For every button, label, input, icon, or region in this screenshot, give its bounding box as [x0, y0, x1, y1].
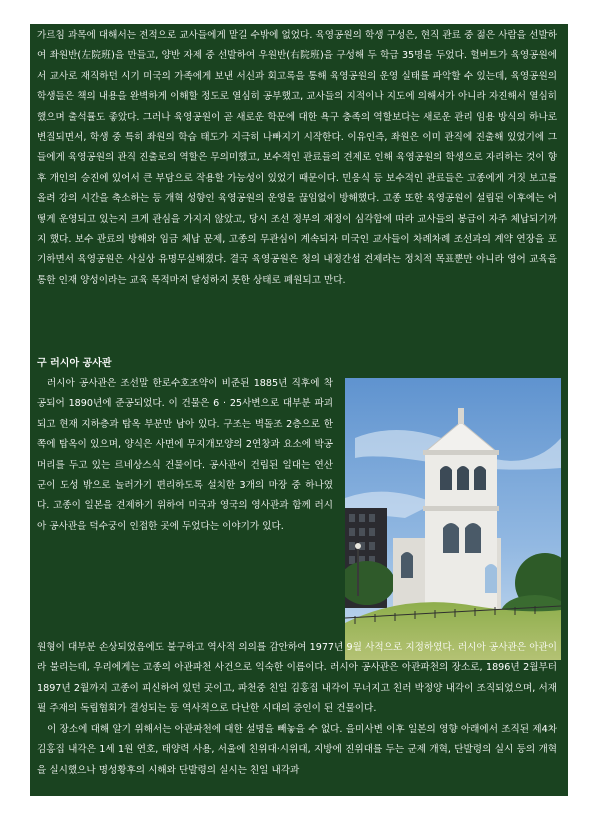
page-frame	[30, 24, 568, 796]
arched-window	[474, 466, 486, 490]
paragraph-3: 원형이 대부분 손상되었음에도 불구하고 역사적 의의를 감안하여 1977년 9월 사적으로 지정하였다. 러시아 공사관은 아관이라 불리는데, 우리에게는 고종의 아관파천 사건으로 익숙한 이름이다. 러시아 공사관은 아관파천의 장소로, 1896년 2월부터 1897년 2월까지 고종이 피신하여 있던 곳이고, 파천중 친일 김홍집 내각이 무너지고 친러 박정양 내각이 조직되었으며, 서재필 주재의 독립협회가 결성되는 등 역사적으로 다난한 시대의 증인이 된 건물이다.	[37, 642, 557, 715]
paragraph-4: 이 장소에 대해 알기 위해서는 아관파천에 대한 설명을 빼놓을 수 없다. 을미사변 이후 일본의 영향 아래에서 조직된 제4차 김홍집 내각은 1세 1원 연호, 태양력 사용, 서울에 친위대·시위대, 지방에 진위대를 두는 군제 개혁, 단발령의 실시 등의 개혁을 실시했으나 명성황후의 시해와 단발령의 실시는 친일 내각과	[37, 724, 557, 776]
tower-spire	[458, 408, 464, 424]
paragraph-2: 러시아 공사관은 조선말 한로수호조약이 비준된 1885년 직후에 착공되어 1890년에 준공되었다. 이 건물은 6 · 25사변으로 대부분 파괴되고 현재 지하층과 탑옥 부분만 남아 있다. 구조는 벽돌조 2층으로 한쪽에 탑옥이 있으며, 양식은 사면에 무지개모양의 2연창과 요소에 박공머리를 두고 있는 르네상스식 건물이다. 공사관이 건립된 일대는 연산군이 도성 밖으로 놀러가기 편리하도록 설치한 3개의 마장 중 하나였다. 고종이 일본을 견제하기 위하여 미국과 영국의 영사관과 함께 러시아 공사관을 덕수궁이 인접한 곳에 두었다는 이야기가 있다.	[37, 378, 333, 532]
arched-window	[457, 466, 469, 490]
building-illustration	[345, 378, 561, 660]
arched-window	[401, 552, 413, 578]
paragraph-1: 가르침 과목에 대해서는 전적으로 교사들에게 맡길 수밖에 없었다. 육영공원의 학생 구성은, 현직 관료 중 젊은 사람을 선발하여 좌원반(左院班)을 만들고, 양반 자제 중 선발하여 우원반(右院班)을 구성해 두 학급 35명을 두었다. 헐버트가 육영공원에서 교사로 재직하던 시기 미국의 가족에게 보낸 서신과 회고록을 통해 육영공원의 운영 실태를 파악할 수 있는데, 육영공원의 학생들은 책의 내용을 완벽하게 이해할 정도로 열심히 공부했고, 교사들의 지적이나 지도에 의해서가 아니라 자진해서 열심히 했으며 출석률도 좋았다. 그러나 육영공원이 곧 새로운 학문에 대한 욕구 충족의 역할보다는 새로운 관리 임용 방식의 하나로 변질되면서, 학생 중 특히 좌원의 학습 태도가 지극히 나빠지기 시작한다. 이유인즉, 좌원은 이미 관직에 진출해 있었기에 그들에게 육영공원의 관직 진출로의 역할은 무의미했고, 보수적인 관료들의 견제로 인해 육영공원의 학생으로 자리하는 것이 향후 개인의 승진에 있어서 큰 부담으로 작용할 가능성이 있었기 때문이다. 민응식 등 보수적인 관료들은 고종에게 거짓 보고를 올려 강의 시간을 축소하는 등 개혁 성향인 육영공원의 운영을 끊임없이 방해했다. 고종 또한 육영공원이 설립된 이후에는 어떻게 운영되고 있는지 크게 관심을 가지지 않았고, 당시 조선 정부의 재정이 심각함에 따라 교사들의 봉급이 자주 체납되기까지 했다. 보수 관료의 방해와 임금 체납 문제, 고종의 무관심이 계속되자 미국인 교사들이 차례차례 조선과의 계약 연장을 포기하면서 육영공원은 사실상 유명무실해졌다. 결국 육영공원은 청의 내정간섭 견제라는 정치적 목표뿐만 아니라 영어 교육을 통한 인재 양성이라는 교육 목적마저 달성하지 못한 상태로 폐원되고 만다.	[37, 30, 557, 286]
arched-window	[485, 564, 497, 593]
street-lamp	[357, 546, 359, 596]
arched-window	[440, 466, 452, 490]
arched-window	[465, 523, 481, 553]
russian-legation-photo	[345, 378, 561, 660]
arched-window	[443, 523, 459, 553]
section-heading: 구 러시아 공사관	[37, 358, 112, 369]
